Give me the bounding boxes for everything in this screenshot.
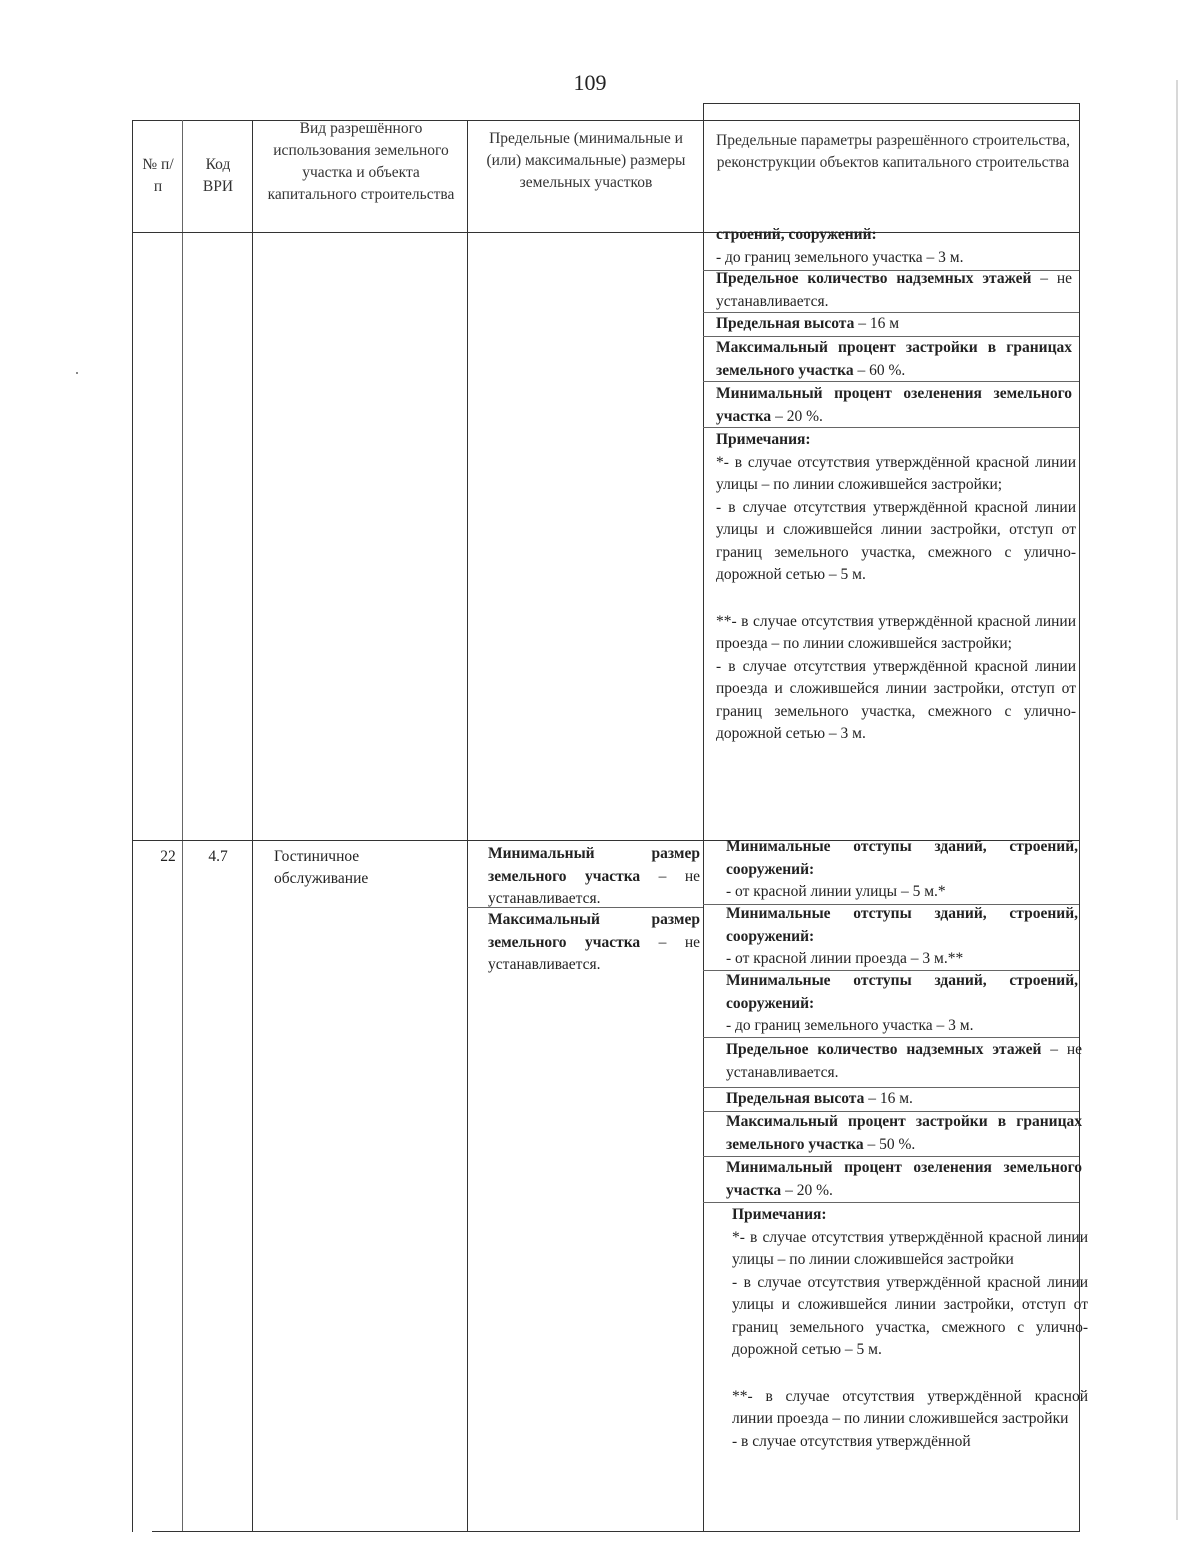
header-kind: Вид разрешённого использования земельного участка и объекта капитального строительства bbox=[267, 120, 455, 203]
row-num: 22 bbox=[160, 848, 176, 865]
row-code: 4.7 bbox=[208, 848, 228, 865]
header-params: Предельные параметры разрешённого строительства, реконструкции объектов капитального строительства bbox=[716, 132, 1070, 171]
scan-speck bbox=[76, 372, 78, 374]
size-value: – не устанавливается. bbox=[488, 933, 700, 973]
note: *- в случае отсутствия утверждённой красной линии улицы – по линии сложившейся застройки bbox=[732, 1228, 1088, 1268]
note-spacer bbox=[732, 1362, 1088, 1386]
header-num: № п/п bbox=[142, 156, 174, 195]
param-title: строений, сооружений: bbox=[716, 226, 877, 243]
param-cell bbox=[726, 903, 1078, 971]
param-cell bbox=[726, 970, 1078, 1038]
param-value: – 20 %. bbox=[781, 1181, 833, 1199]
note: *- в случае отсутствия утверждённой красной линии улицы – по линии сложившейся застройки; bbox=[716, 453, 1076, 493]
notes-title: Примечания: bbox=[716, 431, 811, 448]
param-title: Предельная высота bbox=[716, 315, 855, 332]
page-number: 109 bbox=[573, 70, 607, 95]
param-title: Максимальный процент застройки в границах земельного участка bbox=[716, 339, 1072, 379]
note: - в случае отсутствия утверждённой красной линии улицы и сложившейся линии застройки, отступ от границ земельного участка, смежного с улично-дорожной сетью – 5 м. bbox=[716, 498, 1076, 583]
param-value: - до границ земельного участка – 3 м. bbox=[716, 248, 964, 266]
param-cell bbox=[726, 1157, 1082, 1202]
param-title: Максимальный процент застройки в границах земельного участка bbox=[726, 1113, 1082, 1153]
header-code: Код ВРИ bbox=[202, 156, 234, 195]
param-title: Минимальные отступы зданий, строений, сооружений: bbox=[726, 905, 1078, 945]
param-value: – не устанавливается. bbox=[726, 1041, 1082, 1081]
scan-edge bbox=[1176, 80, 1178, 1520]
size-cell bbox=[488, 843, 700, 911]
notes-title: Примечания: bbox=[732, 1206, 827, 1223]
param-title: Минимальный процент озеленения земельного участка bbox=[726, 1159, 1082, 1199]
param-value: - от красной линии проезда – 3 м.** bbox=[726, 950, 964, 967]
param-title: Минимальные отступы зданий, строений, сооружений: bbox=[726, 838, 1078, 878]
param-title: Предельная высота bbox=[726, 1090, 865, 1107]
param-cell bbox=[726, 1088, 1082, 1111]
row-kind: Гостиничное обслуживание bbox=[274, 848, 369, 887]
size-title: Максимальный размер земельного участка bbox=[488, 911, 700, 951]
param-cell bbox=[726, 1039, 1082, 1084]
param-cell bbox=[716, 268, 1072, 313]
param-value: – 16 м. bbox=[864, 1090, 913, 1107]
note: **- в случае отсутствия утверждённой красной линии проезда – по линии сложившейся застройки bbox=[732, 1387, 1088, 1427]
size-cell bbox=[488, 909, 700, 977]
param-value: – 60 %. bbox=[853, 361, 906, 379]
param-value: - до границ земельного участка – 3 м. bbox=[726, 1017, 974, 1034]
note: **- в случае отсутствия утверждённой красной линии проезда – по линии сложившейся застройки; bbox=[716, 612, 1076, 652]
note: - в случае отсутствия утверждённой красной линии проезда и сложившейся линии застройки, отступ от границ земельного участка, смежного с улично-дорожной сетью – 3 м. bbox=[716, 657, 1076, 742]
header-sizes: Предельные (минимальные и (или) максимальные) размеры земельных участков bbox=[486, 130, 686, 191]
param-value: - от красной линии улицы – 5 м.* bbox=[726, 883, 946, 900]
note: - в случае отсутствия утверждённой bbox=[732, 1432, 971, 1450]
param-value: – 50 %. bbox=[863, 1135, 916, 1153]
param-cell bbox=[726, 836, 1078, 904]
note-spacer bbox=[716, 587, 1076, 611]
size-title: Минимальный размер земельного участка bbox=[488, 845, 700, 885]
note: - в случае отсутствия утверждённой красной линии улицы и сложившейся линии застройки, отступ от границ земельного участка, смежного с улично-дорожной сетью – 5 м. bbox=[732, 1273, 1088, 1358]
param-cell bbox=[716, 313, 1072, 336]
param-title: Предельное количество надземных этажей bbox=[716, 270, 1032, 287]
param-value: – не устанавливается. bbox=[716, 270, 1072, 310]
param-cell bbox=[716, 383, 1072, 428]
param-value: – 20 %. bbox=[771, 407, 823, 425]
param-cell bbox=[726, 1111, 1082, 1156]
param-value: – 16 м bbox=[854, 315, 900, 332]
size-value: – не устанавливается. bbox=[488, 867, 700, 907]
param-title: Минимальный процент озеленения земельного участка bbox=[716, 385, 1072, 425]
notes-cell bbox=[732, 1204, 1088, 1453]
param-title: Минимальные отступы зданий, строений, сооружений: bbox=[726, 972, 1078, 1012]
notes-cell bbox=[716, 429, 1076, 746]
param-cell bbox=[716, 224, 1072, 269]
param-cell bbox=[716, 337, 1072, 382]
param-title: Предельное количество надземных этажей bbox=[726, 1041, 1042, 1058]
